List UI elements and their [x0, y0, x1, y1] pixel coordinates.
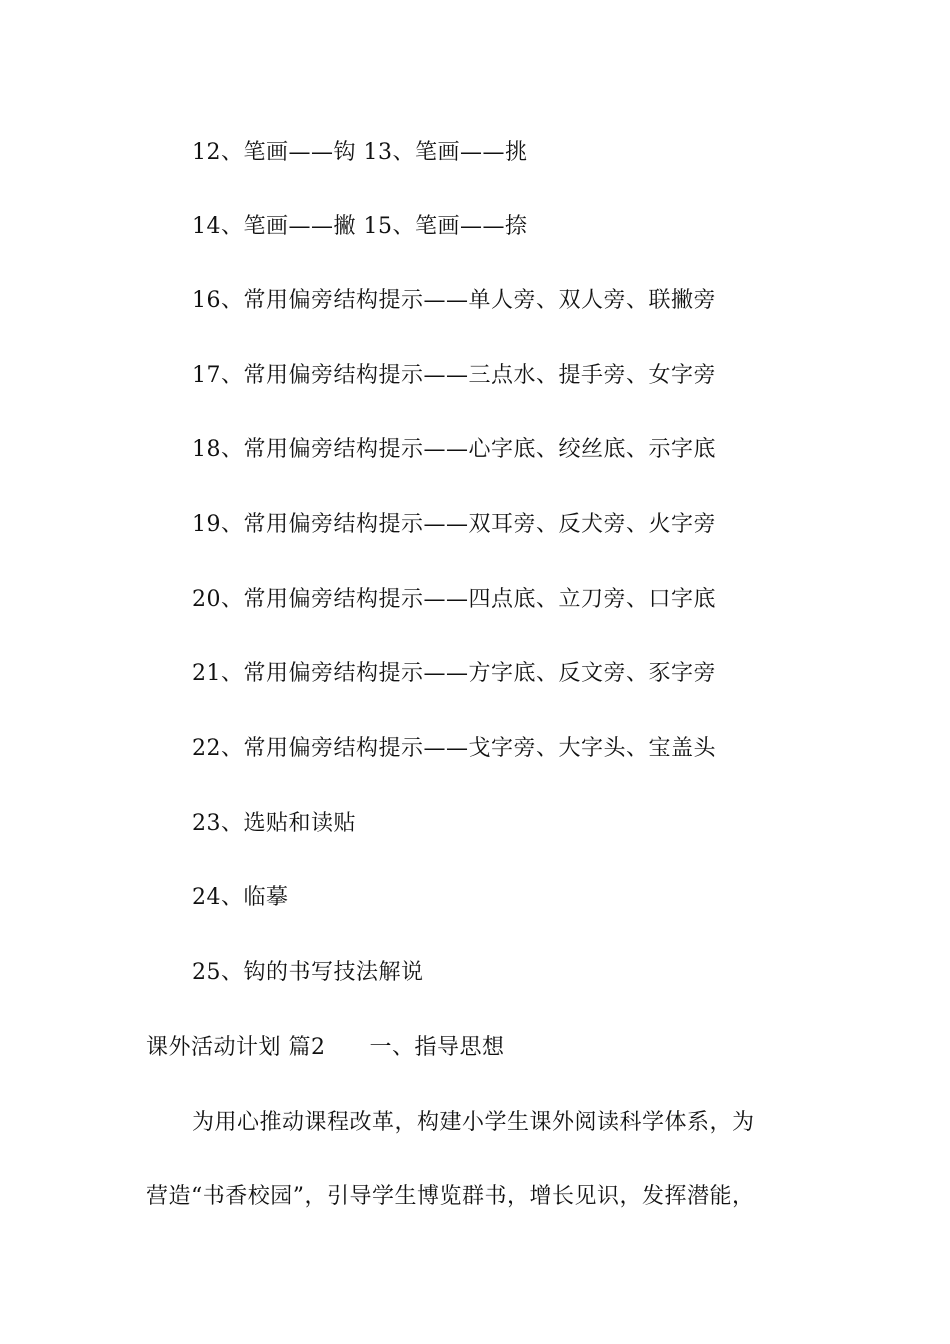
- list-item: 18、常用偏旁结构提示——心字底、绞丝底、示字底: [192, 437, 716, 462]
- list-item: 17、常用偏旁结构提示——三点水、提手旁、女字旁: [192, 363, 716, 388]
- list-item: 24、临摹: [192, 885, 289, 910]
- list-item: 21、常用偏旁结构提示——方字底、反文旁、豕字旁: [192, 661, 716, 686]
- list-item: 12、笔画——钩 13、笔画——挑: [192, 140, 528, 165]
- list-item: 20、常用偏旁结构提示——四点底、立刀旁、口字底: [192, 587, 716, 612]
- section-title: 课外活动计划 篇2: [146, 1035, 326, 1060]
- paragraph-line: 为用心推动课程改革，构建小学生课外阅读科学体系，为: [192, 1110, 755, 1135]
- section-subtitle: 一、指导思想: [369, 1035, 505, 1060]
- list-item: 19、常用偏旁结构提示——双耳旁、反犬旁、火字旁: [192, 512, 716, 537]
- list-item: 22、常用偏旁结构提示——戈字旁、大字头、宝盖头: [192, 736, 716, 761]
- paragraph-line: 营造“书香校园”，引导学生博览群书，增长见识，发挥潜能，: [146, 1184, 755, 1209]
- list-item: 16、常用偏旁结构提示——单人旁、双人旁、联撇旁: [192, 288, 716, 313]
- list-item: 23、选贴和读贴: [192, 811, 356, 836]
- section-heading: [146, 1033, 505, 1063]
- list-item: 14、笔画——撇 15、笔画——捺: [192, 214, 528, 239]
- list-item: 25、钩的书写技法解说: [192, 960, 424, 985]
